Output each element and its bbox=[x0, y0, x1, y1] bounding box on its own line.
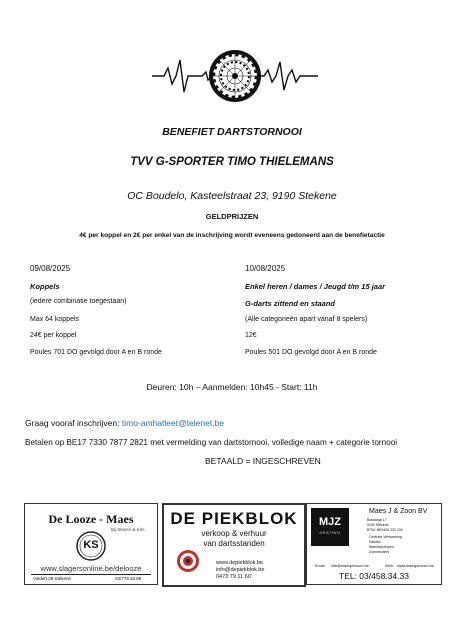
sponsor1-url: www.slagersonline.be/delooze bbox=[40, 564, 142, 573]
sponsor3-email-label: Email: bbox=[315, 564, 326, 568]
day2-item: Poules 501 DO gevolgd door A en B ronde bbox=[245, 349, 377, 356]
title-line-1: BENEFIET DARTSTORNOOI bbox=[162, 126, 302, 138]
service-item: Sanitair bbox=[369, 540, 381, 544]
service-item: Centrale Verwarming bbox=[369, 535, 402, 539]
sponsor3-web: www.maesjenzoon.be bbox=[397, 564, 434, 568]
prizes-label: GELDPRIJZEN bbox=[205, 212, 259, 221]
day2-item: (Alle categorieën apart vanaf 8 spelers) bbox=[245, 316, 368, 323]
sponsor3-web-label: Web: bbox=[385, 564, 394, 568]
day2-date: 10/08/2025 bbox=[245, 264, 286, 273]
mjz-logo-text: MJZ bbox=[319, 516, 341, 528]
paid-notice: BETAALD = INGESCHREVEN bbox=[205, 456, 321, 466]
day2-subtitle: G-darts zittend en staand bbox=[245, 299, 336, 308]
day1-item: (iedere combinatie toegestaan) bbox=[30, 298, 127, 305]
day1-item: Poules 701 DO gevolgd door A en B ronde bbox=[30, 349, 162, 356]
sponsor1-phone: 03/779.33.89 bbox=[115, 576, 142, 581]
sponsor3-address1: Bosstraat 17 bbox=[367, 518, 387, 522]
service-item: Zonneboilers bbox=[369, 550, 390, 554]
day1-date: 09/08/2025 bbox=[30, 264, 71, 273]
payment-info: Betalen op BE17 7330 7877 2821 met vermelding van dartstornooi, volledige naam + categorie tornooi bbox=[25, 438, 398, 447]
sponsor2-line1: verkoop & verhuur bbox=[201, 529, 267, 538]
sponsor1-sub: Bij Steven & Kim bbox=[111, 527, 145, 532]
donation-note: 4€ per koppel en 2€ per enkel van de inschrijving wordt eveneens gedoneerd aan de benefietactie bbox=[79, 232, 385, 239]
sponsor3-btw: BTW: BE0426 230 204 bbox=[367, 528, 403, 532]
day1-item: Max 64 koppels bbox=[30, 316, 80, 323]
registration-email-link[interactable]: timo-amhatleet@telenet.be bbox=[121, 418, 225, 428]
service-item: Warmtepompen bbox=[369, 545, 394, 549]
day1-title: Koppels bbox=[30, 282, 60, 291]
sponsor-de-looze-maes bbox=[24, 503, 158, 585]
location: OC Boudelo, Kasteelstraat 23, 9190 Stekene bbox=[127, 190, 337, 202]
title-line-2: TVV G-SPORTER TIMO THIELEMANS bbox=[130, 156, 334, 168]
sponsor-maes-j-zoon bbox=[306, 503, 442, 585]
sponsor3-name: Maes J & Zoon BV bbox=[369, 508, 428, 515]
sponsor2-name: DE PIEKBLOK bbox=[170, 509, 298, 528]
sponsor3-address2: 9190 Stekene bbox=[367, 523, 389, 527]
dartboard-logo-icon bbox=[176, 549, 200, 573]
sponsor3-email: info@maesjenzoon.be bbox=[331, 564, 369, 568]
sponsor2-mail: info@depiekblok.be bbox=[216, 567, 265, 573]
mjz-logo-sub: HEATING bbox=[319, 530, 341, 535]
sponsor-de-piekblok bbox=[162, 503, 306, 587]
ks-logo-text: KS bbox=[83, 539, 99, 551]
schedule: Deuren: 10h – Aanmelden: 10h45 - Start: 11h bbox=[146, 382, 318, 392]
sponsor1-name: De Looze - Maes bbox=[48, 512, 134, 526]
registration-line bbox=[25, 418, 224, 428]
day2-title: Enkel heren / dames / Jeugd t/m 15 jaar bbox=[245, 282, 386, 291]
registration-prefix: Graag vooraf inschrijven: bbox=[25, 418, 122, 428]
sponsor2-url: www.depiekblok.be bbox=[216, 560, 264, 566]
day1-item: 24€ per koppel bbox=[30, 332, 77, 339]
sponsor2-phone: 0473 79 11 60 bbox=[216, 574, 251, 580]
sponsor3-phone: TEL: 03/458.34.33 bbox=[339, 571, 409, 581]
dartboard-icon bbox=[209, 50, 261, 102]
day2-item: 12€ bbox=[245, 332, 257, 339]
dartboard-heartbeat-logo bbox=[150, 48, 320, 104]
sponsor2-line2: van dartsstanden bbox=[203, 539, 265, 548]
sponsor1-address: Voldert 29 Stekene bbox=[33, 576, 72, 581]
